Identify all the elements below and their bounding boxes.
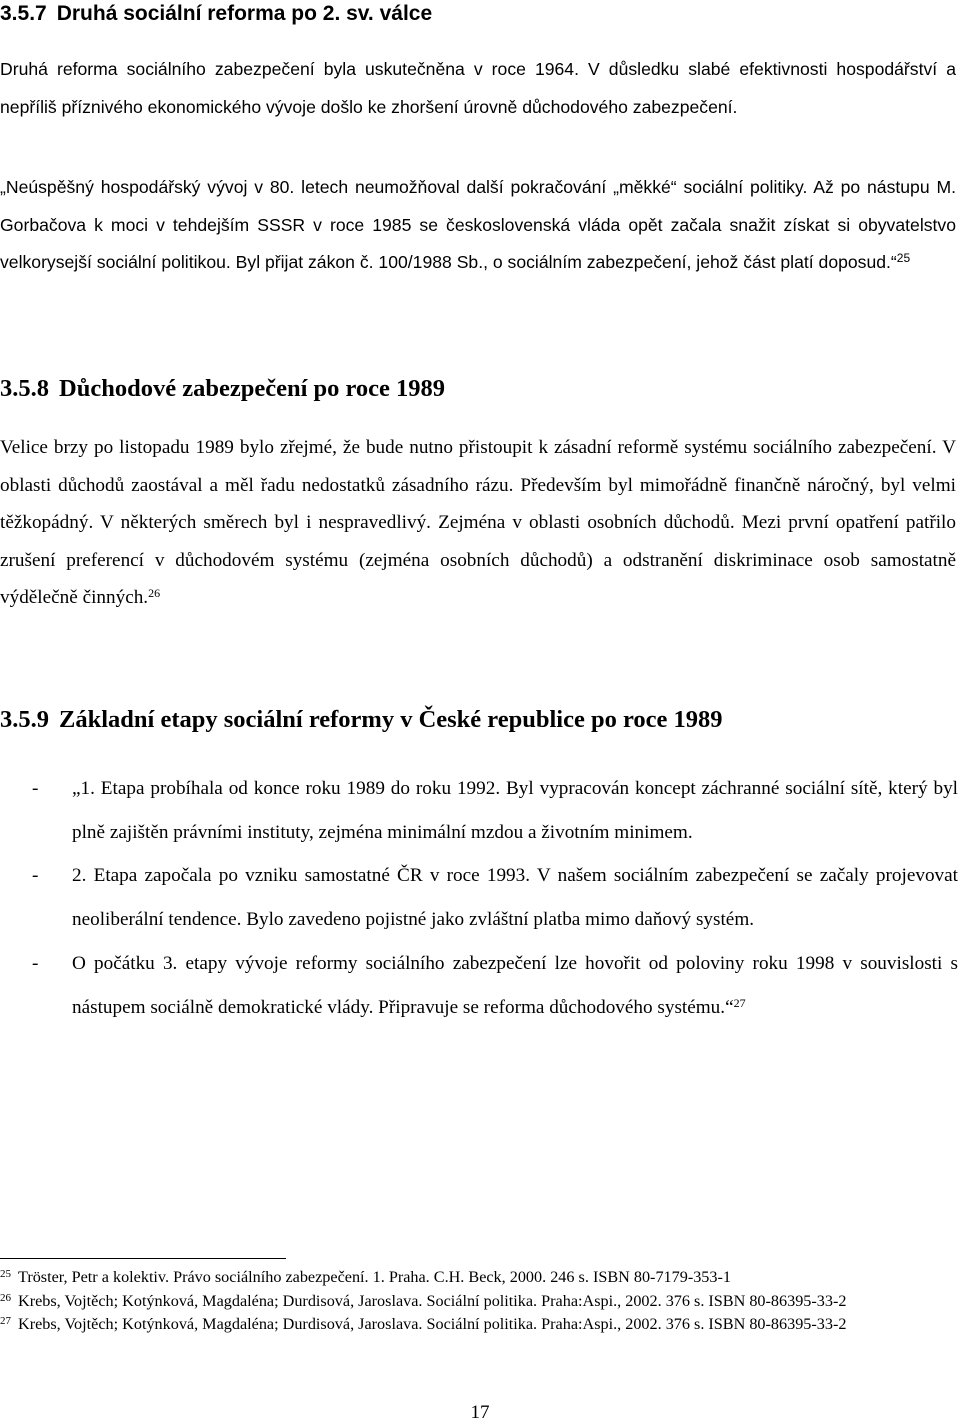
section-title: Druhá sociální reforma po 2. sv. válce xyxy=(56,2,433,25)
section-heading-3-5-9 xyxy=(0,706,723,734)
footnote-mark: 25 xyxy=(0,1268,11,1280)
footnote-mark: 27 xyxy=(0,1315,11,1327)
paragraph-text: Velice brzy po listopadu 1989 bylo zřejmé, že bude nutno přistoupit k zásadní reformě systému sociálního zabezpečení. V oblasti důchodů zaostával a měl řadu nedostatků zásadního rázu. Především byl mimořádně finančně náročný, byl velmi těžkopádný. V některých směrech byl i nespravedlivý. Zejména v oblasti osobních důchodů. Mezi první opatření patřilo zrušení preferencí v důchodovém systému (zejména osobních důchodů) a odstranění diskriminace osob samostatně výdělečně činných. xyxy=(0,437,956,608)
paragraph-text: „Neúspěšný hospodářský vývoj v 80. letech neumožňoval další pokračování „měkké“ sociální politiky. Až po nástupu M. Gorbačova k moci v tehdejším SSSR v roce 1985 se československá vláda opět začala snažit získat si obyvatelstvo velkorysejší sociální politikou. Byl přijat zákon č. 100/1988 Sb., o sociálním zabezpečení, jehož část platí doposud.“ xyxy=(0,177,956,272)
footnote-text: Krebs, Vojtěch; Kotýnková, Magdaléna; Durdisová, Jaroslava. Sociální politika. Praha:Aspi., 2002. 376 s. ISBN 80-86395-33-2 xyxy=(18,1291,847,1310)
list-dash: - xyxy=(32,778,39,799)
paragraph-reform-1964 xyxy=(0,51,956,126)
footnote-text: Tröster, Petr a kolektiv. Právo sociálního zabezpečení. 1. Praha. C.H. Beck, 2000. 246 s. ISBN 80-7179-353-1 xyxy=(18,1268,731,1286)
section-heading-3-5-8 xyxy=(0,375,445,403)
section-title: Důchodové zabezpečení po roce 1989 xyxy=(59,375,446,402)
paragraph-quote-80s xyxy=(0,169,956,282)
paragraph-pension-1989 xyxy=(0,429,956,617)
list-item xyxy=(0,854,958,941)
footnotes xyxy=(0,1266,920,1337)
list-dash: - xyxy=(32,952,39,974)
list-item xyxy=(0,767,958,854)
footnote-separator xyxy=(0,1258,286,1259)
footnote-ref: 26 xyxy=(148,586,161,600)
footnote-mark: 26 xyxy=(0,1291,11,1304)
list-item-text: O počátku 3. etapy vývoje reformy sociálního zabezpečení lze hovořit od poloviny roku 1998 v souvislosti s nástupem sociálně demokratické vlády. Připravuje se reforma důchodového systému.“ xyxy=(72,952,958,1018)
page-number: 17 xyxy=(470,1402,490,1423)
footnote xyxy=(0,1313,920,1337)
section-title: Základní etapy sociální reformy v České republice po roce 1989 xyxy=(59,706,723,733)
list-item-text: „1. Etapa probíhala od konce roku 1989 do roku 1992. Byl vypracován koncept záchranné sociální sítě, který byl plně zajištěn právními instituty, zejména minimální mzdou a životním minimem. xyxy=(72,778,958,843)
footnote-ref: 25 xyxy=(896,251,911,265)
footnote xyxy=(0,1266,920,1290)
section-number: 3.5.9 xyxy=(0,706,49,733)
footnote-text: Krebs, Vojtěch; Kotýnková, Magdaléna; Durdisová, Jaroslava. Sociální politika. Praha:Aspi., 2002. 376 s. ISBN 80-86395-33-2 xyxy=(18,1315,847,1333)
list-item xyxy=(0,942,958,1029)
list-item-text: 2. Etapa započala po vzniku samostatné ČR v roce 1993. V našem sociálním zabezpečení se začaly projevovat neoliberální tendence. Bylo zavedeno pojistné jako zvláštní platba mimo daňový systém. xyxy=(72,865,958,931)
footnote-ref: 27 xyxy=(733,995,746,1010)
paragraph-text: Druhá reforma sociálního zabezpečení byla uskutečněna v roce 1964. V důsledku slabé efektivnosti hospodářství a nepříliš příznivého ekonomického vývoje došlo ke zhoršení úrovně důchodového zabezpečení. xyxy=(0,59,956,117)
section-heading-3-5-7 xyxy=(0,2,432,26)
reform-stages-list xyxy=(0,767,958,1029)
footnote xyxy=(0,1290,920,1314)
section-number: 3.5.7 xyxy=(0,2,47,25)
list-dash: - xyxy=(32,865,39,887)
section-number: 3.5.8 xyxy=(0,375,49,402)
